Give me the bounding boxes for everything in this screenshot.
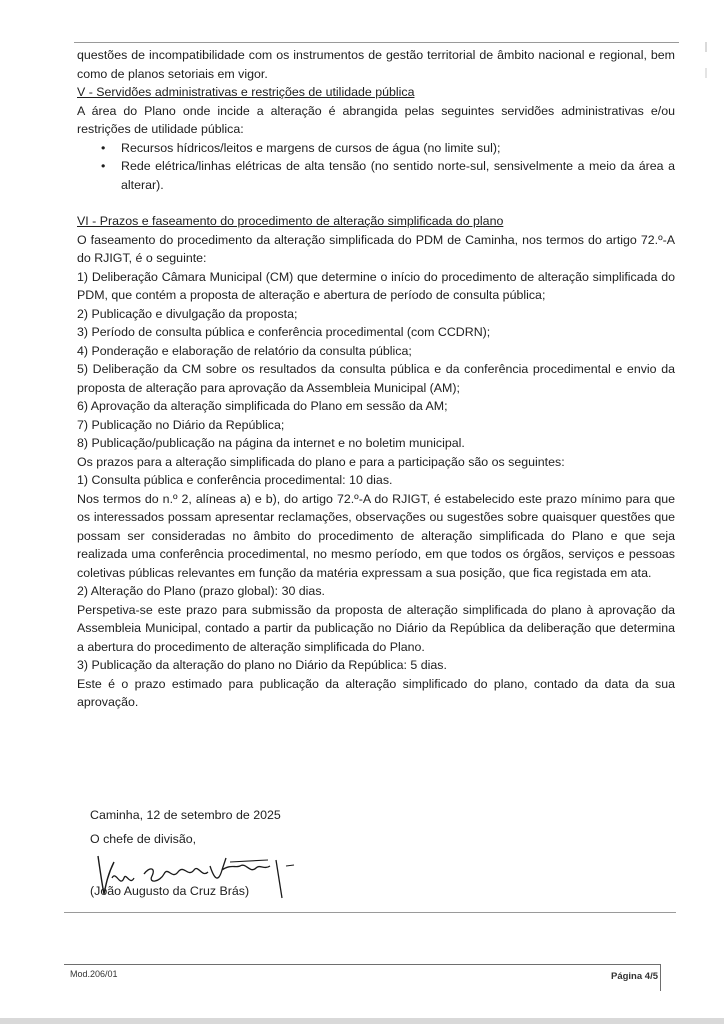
step-item: 7) Publicação no Diário da República;: [77, 417, 285, 432]
section-heading-v: V - Servidões administrativas e restrições de utilidade pública: [77, 85, 415, 99]
paragraph-publication: Este é o prazo estimado para publicação da alteração simplificado do plano, contado da data da sua aprovação.: [77, 676, 675, 709]
signatory-name: (João Augusto da Cruz Brás): [90, 884, 250, 898]
bottom-rule: [64, 912, 676, 913]
signatory-role: O chefe de divisão,: [90, 832, 197, 846]
restriction-item: • Rede elétrica/linhas elétricas de alta tensão (no sentido norte-sul, sensivelmente a meio da área a alterar).: [77, 157, 675, 194]
model-code: Mod.206/01: [70, 969, 118, 979]
footer-frame: [64, 964, 661, 991]
paragraph-area: A área do Plano onde incide a alteração é abrangida pelas seguintes servidões administrativas e/ou restrições de utilidade pública:: [77, 103, 675, 136]
paragraph-consultation: Nos termos do n.º 2, alíneas a) e b), do artigo 72.º-A do RJIGT, é estabelecido este prazo mínimo para que os interessados possam apresentar reclamações, observações ou sugestões sobre quaisquer questões que possam ser consideradas no âmbito do procedimento de alteração simplificada do Plano e que seja realizada uma conferência procedimental, no mesmo período, em que todos os órgãos, serviços e pessoas coletivas públicas relevantes em função da matéria expressam a sua posição, que fica registada em ata.: [77, 491, 675, 580]
paragraph-phasing: O faseamento do procedimento da alteração simplificada do PDM de Caminha, nos termos do artigo 72.º-A do RJIGT, é o seguinte:: [77, 232, 675, 265]
restrictions-list: [77, 139, 675, 195]
place-date: Caminha, 12 de setembro de 2025: [90, 808, 281, 822]
step-item: 2) Publicação e divulgação da proposta;: [77, 306, 298, 321]
deadline-item: 3) Publicação da alteração do plano no Diário da República: 5 dias.: [77, 658, 447, 672]
step-item: 6) Aprovação da alteração simplificada do Plano em sessão da AM;: [77, 399, 448, 413]
paragraph-incompatibility: questões de incompatibilidade com os instrumentos de gestão territorial de âmbito nacional e regional, bem como de planos setoriais em vigor.: [77, 48, 675, 81]
paragraph-deadlines: Os prazos para a alteração simplificada do plano e para a participação são os seguintes:: [77, 454, 565, 469]
deadline-item: 2) Alteração do Plano (prazo global): 30 dias.: [77, 584, 325, 598]
step-item: 1) Deliberação Câmara Municipal (CM) que determine o início do procedimento de alteração simplificada do PDM, que contém a proposta de alteração e abertura de período de consulta pública;: [77, 269, 675, 302]
top-rule: [74, 42, 679, 43]
step-item: 3) Período de consulta pública e conferência procedimental (com CCDRN);: [77, 325, 491, 339]
step-item: 4) Ponderação e elaboração de relatório da consulta pública;: [77, 343, 412, 358]
body-text: [77, 46, 675, 712]
step-item: 8) Publicação/publicação na página da internet e no boletim municipal.: [77, 436, 465, 450]
section-heading-vi: VI - Prazos e faseamento do procedimento de alteração simplificada do plano: [77, 214, 504, 228]
spacer: [77, 194, 675, 212]
restriction-item: • Recursos hídricos/leitos e margens de cursos de água (no limite sul);: [77, 139, 675, 158]
scan-bottom-edge: [0, 1018, 724, 1024]
page-number: Página 4/5: [611, 971, 658, 982]
deadline-item: 1) Consulta pública e conferência procedimental: 10 dias.: [77, 473, 393, 487]
step-item: 5) Deliberação da CM sobre os resultados da consulta pública e da conferência procedimental e envio da proposta de alteração para aprovação da Assembleia Municipal (AM);: [77, 362, 675, 395]
edge-scan-mark: [704, 40, 708, 80]
paragraph-global-deadline: Perspetiva-se este prazo para submissão da proposta de alteração simplificada do plano à aprovação da Assembleia Municipal, contado a partir da publicação no Diário da República da deliberação que determina a abertura do procedimento de alteração simplificada do Plano.: [77, 602, 675, 654]
